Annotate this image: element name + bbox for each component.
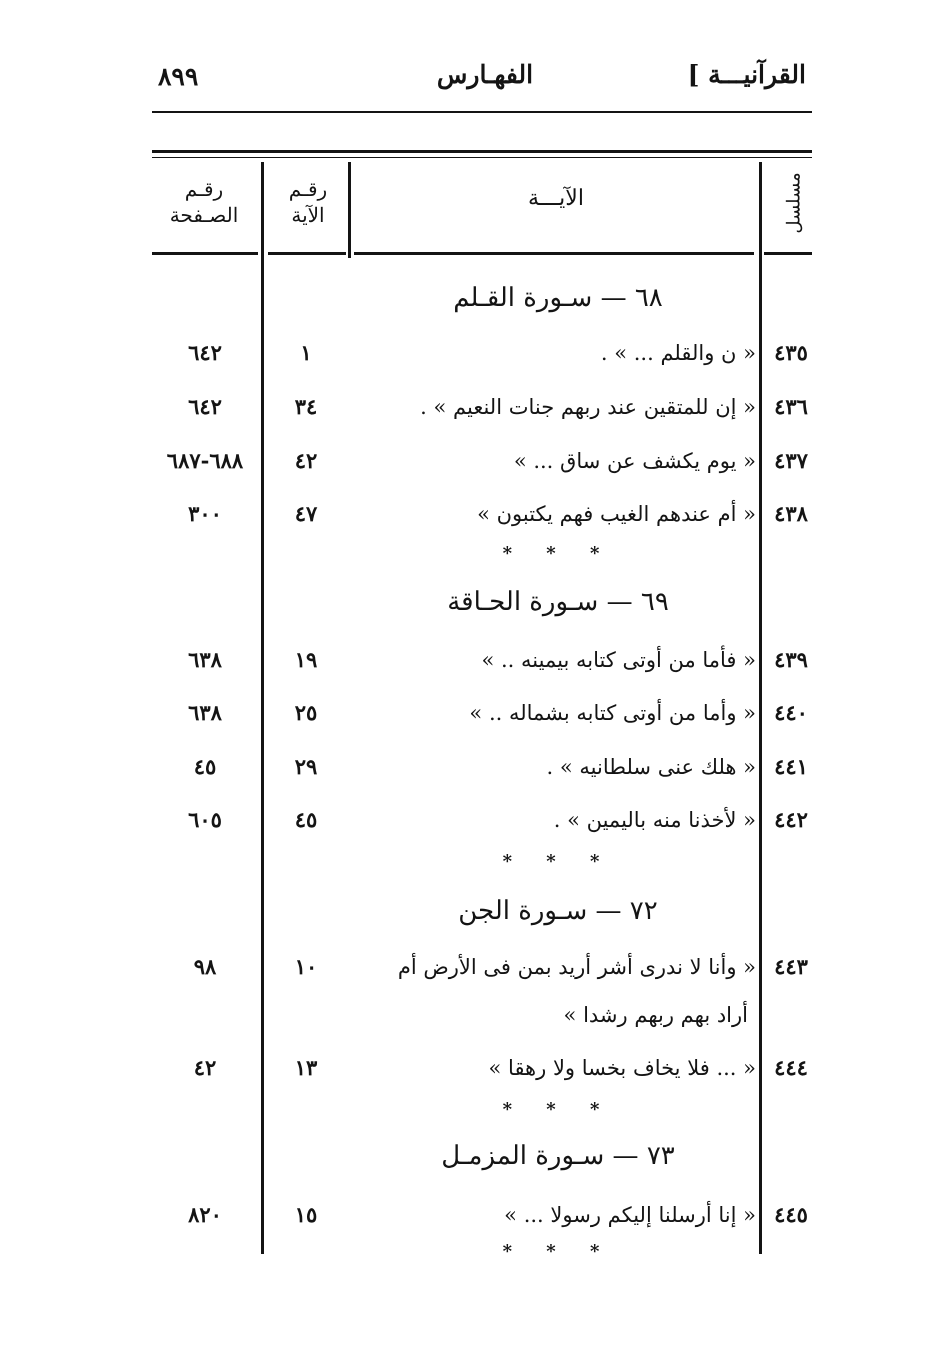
page-reference: ٦٤٢	[188, 340, 222, 365]
serial-number: ٤٤٥	[774, 1202, 808, 1227]
serial-number: ٤٤٠	[774, 700, 808, 725]
serial-number: ٤٣٧	[774, 448, 808, 473]
table-row	[0, 950, 930, 1030]
ayah-text: « إن للمتقين عند ربهم جنات النعيم » .	[420, 395, 756, 419]
page-reference: ٣٠٠	[188, 501, 222, 526]
serial-number: ٤٤٢	[774, 807, 808, 832]
section-separator: * * *	[502, 851, 614, 872]
verse-number: ١	[300, 340, 312, 365]
table-row	[0, 1198, 930, 1232]
column-header-rule-serial	[764, 252, 812, 255]
column-header-rule-page	[152, 252, 258, 255]
table-row	[0, 696, 930, 730]
page-reference: ٤٥	[193, 754, 217, 779]
running-section-title: القرآنيـــة ]	[687, 60, 806, 89]
ayah-text: « ن والقلم ... » .	[600, 341, 756, 365]
ayah-text: « وأنا لا ندرى أشر أريد بمن فى الأرض أم	[397, 955, 756, 979]
surah-heading: ٦٩ — سـورة الحـاقة	[447, 587, 669, 617]
table-row	[0, 643, 930, 677]
section-separator: * * *	[502, 1241, 614, 1262]
serial-number: ٤٤١	[774, 754, 808, 779]
verse-number: ١٥	[294, 1202, 318, 1227]
page-reference: ٦٨٨-٦٨٧	[166, 448, 244, 473]
verse-number: ٤٧	[294, 501, 318, 526]
page-number: ٨٩٩	[158, 62, 199, 91]
verse-number: ٤٢	[294, 448, 318, 473]
column-header-serial: مسلسل	[783, 172, 805, 234]
table-row	[0, 803, 930, 837]
column-header-ayah: الآيـــة	[528, 186, 584, 211]
table-row	[0, 1051, 930, 1085]
verse-number: ٢٩	[294, 754, 318, 779]
column-divider-verse-ayah	[348, 162, 351, 258]
page-reference: ٦٣٨	[188, 647, 222, 672]
page-reference: ٦٠٥	[188, 807, 222, 832]
page-reference: ٦٣٨	[188, 700, 222, 725]
ayah-text: « وأما من أوتى كتابه بشماله .. »	[469, 701, 756, 725]
verse-number: ٢٥	[294, 700, 318, 725]
verse-number: ٤٥	[294, 807, 318, 832]
table-row	[0, 497, 930, 531]
ayah-text: « فأما من أوتى كتابه بيمينه .. »	[481, 648, 756, 672]
section-separator: * * *	[502, 543, 614, 564]
column-header-verse-number: رقـم الآية	[288, 177, 328, 227]
surah-heading: ٧٢ — سـورة الجن	[458, 896, 658, 926]
section-separator: * * *	[502, 1099, 614, 1120]
ayah-text: « ... فلا يخاف بخسا ولا رهقا »	[488, 1056, 756, 1080]
verse-number: ٣٤	[294, 394, 318, 419]
serial-number: ٤٤٣	[774, 954, 808, 979]
column-header-rule-ayah	[354, 252, 754, 255]
ayah-text: « إنا أرسلنا إليكم رسولا ... »	[504, 1203, 756, 1227]
ayah-text: « أم عندهم الغيب فهم يكتبون »	[477, 502, 756, 526]
surah-heading: ٦٨ — سـورة القـلم	[453, 283, 663, 313]
table-row	[0, 750, 930, 784]
table-row	[0, 444, 930, 478]
serial-number: ٤٣٥	[774, 340, 808, 365]
serial-number: ٤٣٩	[774, 647, 808, 672]
table-top-rule	[152, 150, 812, 153]
verse-number: ١٩	[294, 647, 318, 672]
surah-heading: ٧٣ — سـورة المزمـل	[441, 1141, 675, 1171]
ayah-text: « هلك عنى سلطانيه » .	[546, 755, 756, 779]
header-rule	[152, 111, 812, 113]
running-title: الفهـارس	[436, 60, 534, 89]
serial-number: ٤٣٦	[774, 394, 808, 419]
table-row	[0, 390, 930, 424]
table-row	[0, 336, 930, 370]
verse-number: ١٣	[294, 1055, 318, 1080]
serial-number: ٤٤٤	[774, 1055, 808, 1080]
column-header-page-number: رقـم الصـفحة	[169, 177, 239, 227]
ayah-text-continuation: أراد بهم ربهم رشدا »	[563, 1003, 748, 1027]
ayah-text: « لأخذنا منه باليمين » .	[553, 808, 756, 832]
page-reference: ٨٢٠	[188, 1202, 222, 1227]
ayah-text: « يوم يكشف عن ساق ... »	[513, 449, 756, 473]
column-header-rule-verse	[268, 252, 346, 255]
page-reference: ٩٨	[193, 954, 217, 979]
page-reference: ٤٢	[193, 1055, 217, 1080]
table-top-rule-thin	[152, 157, 812, 158]
serial-number: ٤٣٨	[774, 501, 808, 526]
verse-number: ١٠	[294, 954, 318, 979]
page-reference: ٦٤٢	[188, 394, 222, 419]
